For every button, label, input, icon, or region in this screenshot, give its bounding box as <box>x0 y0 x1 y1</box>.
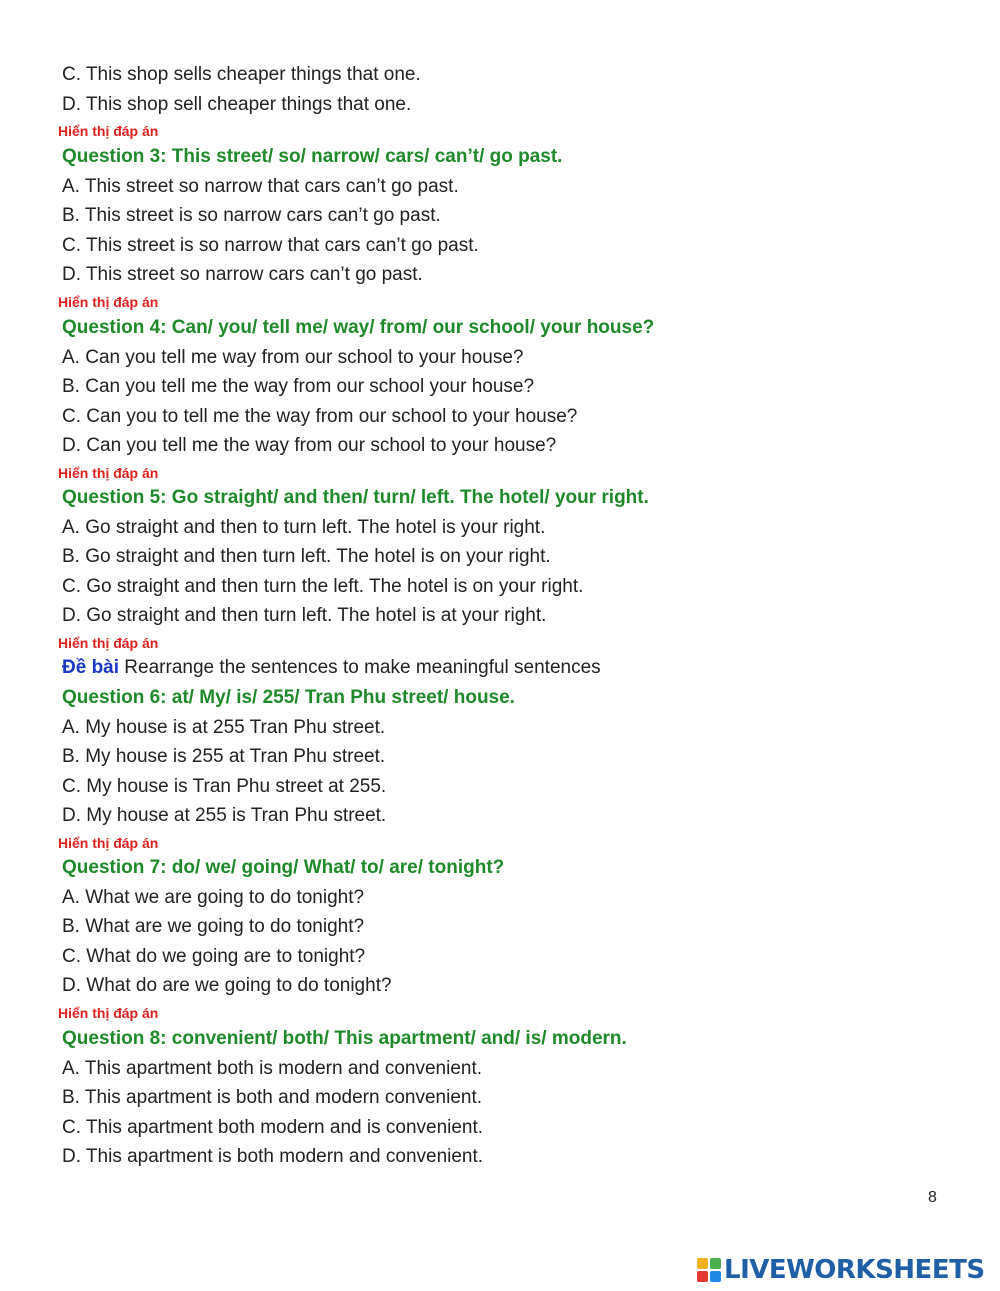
logo-text: LIVEWORKSHEETS <box>724 1255 985 1285</box>
option-a: A. My house is at 255 Tran Phu street. <box>62 716 386 738</box>
option-d: D. Go straight and then turn left. The hotel is at your right. <box>62 605 547 626</box>
show-answer-link[interactable]: Hiển thị đáp án <box>58 1004 159 1021</box>
question-8-block <box>62 1024 962 1172</box>
instruction-label: Đề bài <box>62 657 120 678</box>
option-b: B. This apartment is both and modern convenient. <box>62 1087 483 1108</box>
option-a: A. Go straight and then to turn left. The hotel is your right. <box>62 516 546 538</box>
question-4-title: Question 4: Can/ you/ tell me/ way/ from/ our school/ your house? <box>62 317 655 338</box>
option-d: D. This street so narrow cars can’t go past. <box>62 264 423 285</box>
question-3-block <box>58 142 962 314</box>
option-a: A. Can you tell me way from our school to your house? <box>62 346 524 368</box>
logo-cube <box>697 1258 708 1269</box>
instruction-text: Rearrange the sentences to make meaningful sentences <box>119 657 601 678</box>
question-7-title: Question 7: do/ we/ going/ What/ to/ are/ tonight? <box>62 857 505 878</box>
logo-cube <box>710 1271 721 1282</box>
option-a: A. This apartment both is modern and convenient. <box>62 1057 483 1079</box>
question-6-block <box>58 683 962 855</box>
show-answer-link[interactable]: Hiển thị đáp án <box>58 634 159 651</box>
question-7-block <box>58 853 962 1025</box>
option-a: A. This street so narrow that cars can’t go past. <box>62 175 459 197</box>
show-answer-link[interactable]: Hiển thị đáp án <box>58 123 159 139</box>
page-number: 8 <box>928 1189 937 1206</box>
question-8-title: Question 8: convenient/ both/ This apartment/ and/ is/ modern. <box>62 1028 627 1049</box>
question-4-block <box>58 313 962 485</box>
logo-cubes-icon <box>697 1258 721 1282</box>
instruction <box>62 653 962 683</box>
instruction-block <box>62 653 962 683</box>
show-answer-link[interactable]: Hiển thị đáp án <box>58 464 159 481</box>
option-d: D. What do are we going to do tonight? <box>62 975 392 996</box>
question-5-block <box>58 483 962 655</box>
option-d: D. My house at 255 is Tran Phu street. <box>62 805 387 826</box>
option-c: C. This street is so narrow that cars can’t go past. <box>62 234 479 256</box>
option-a: A. What we are going to do tonight? <box>62 886 365 908</box>
show-answer-link[interactable]: Hiển thị đáp án <box>58 293 159 310</box>
option-b: B. Can you tell me the way from our school your house? <box>62 376 535 397</box>
option-d: D. This shop sell cheaper things that one. <box>62 93 412 115</box>
option-d: D. Can you tell me the way from our school to your house? <box>62 435 557 456</box>
question-3-title: Question 3: This street/ so/ narrow/ cars/ can’t/ go past. <box>62 146 563 167</box>
option-c: C. Can you to tell me the way from our school to your house? <box>62 405 578 427</box>
option-c: C. What do we going are to tonight? <box>62 945 366 967</box>
option-b: B. My house is 255 at Tran Phu street. <box>62 746 386 767</box>
option-c: C. Go straight and then turn the left. The hotel is on your right. <box>62 575 584 597</box>
option-c: C. This apartment both modern and is convenient. <box>62 1116 484 1138</box>
option-c: C. This shop sells cheaper things that one. <box>62 64 421 85</box>
question-5-title: Question 5: Go straight/ and then/ turn/ left. The hotel/ your right. <box>62 487 649 508</box>
option-c: C. My house is Tran Phu street at 255. <box>62 775 387 797</box>
question-2-block <box>58 60 962 143</box>
logo-cube <box>697 1271 708 1282</box>
option-b: B. This street is so narrow cars can’t go past. <box>62 205 441 226</box>
option-b: B. Go straight and then turn left. The hotel is on your right. <box>62 546 551 567</box>
question-6-title: Question 6: at/ My/ is/ 255/ Tran Phu street/ house. <box>62 687 515 708</box>
show-answer-link[interactable]: Hiển thị đáp án <box>58 834 159 851</box>
logo-cube <box>710 1258 721 1269</box>
option-d: D. This apartment is both modern and convenient. <box>62 1146 484 1167</box>
option-b: B. What are we going to do tonight? <box>62 916 365 937</box>
liveworksheets-logo[interactable] <box>697 1255 985 1285</box>
